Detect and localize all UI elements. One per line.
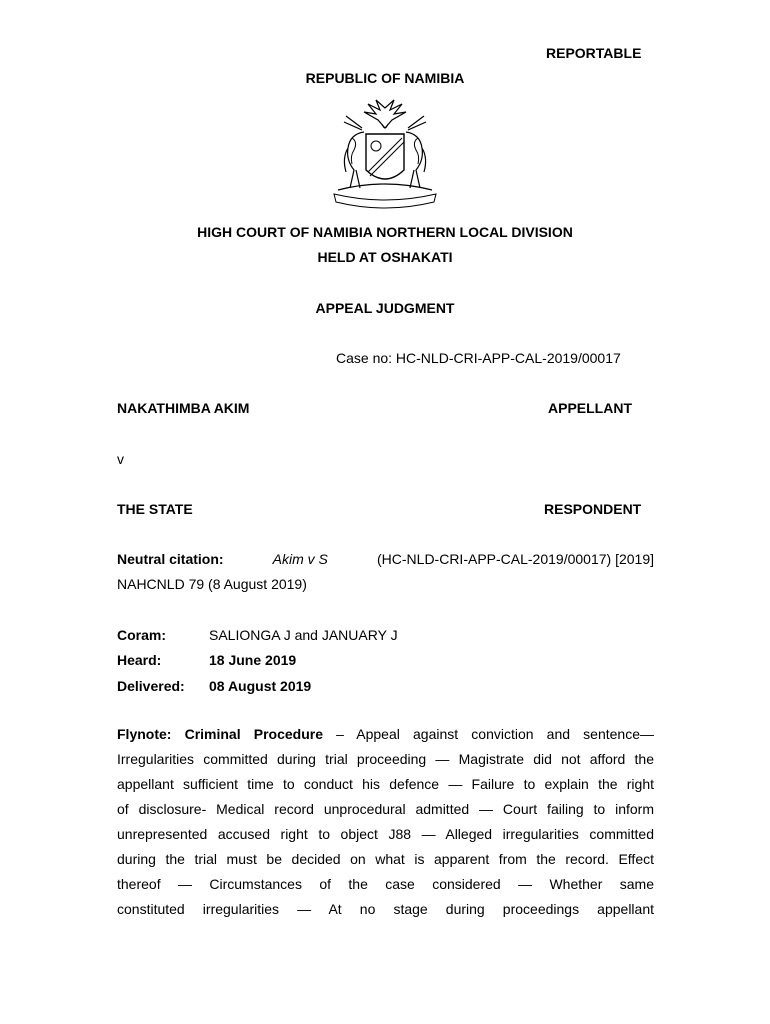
citation-line2: NAHCNLD 79 (8 August 2019)	[117, 576, 307, 592]
flynote-line: appellant sufficient time to conduct his defence — Failure to explain the right	[117, 776, 654, 792]
heard-label: Heard:	[117, 652, 162, 668]
citation-case-name: Akim v S	[272, 551, 328, 567]
court-seat: HELD AT OSHAKATI	[317, 249, 453, 265]
case-number: Case no: HC-NLD-CRI-APP-CAL-2019/00017	[336, 350, 621, 366]
versus: v	[117, 451, 124, 467]
coram-value: SALIONGA J and JANUARY J	[209, 627, 398, 643]
delivered-label: Delivered:	[117, 678, 185, 694]
flynote-paragraph	[117, 722, 654, 922]
flynote-line: Irregularities committed during trial proceeding — Magistrate did not afford the	[117, 751, 654, 767]
heard-value: 18 June 2019	[209, 652, 297, 668]
flynote-line: thereof — Circumstances of the case considered — Whether same	[117, 876, 654, 892]
flynote-line: during the trial must be decided on what is apparent from the record. Effect	[117, 851, 654, 867]
flynote-line: unrepresented accused right to object J88 — Alleged irregularities committed	[117, 826, 654, 842]
citation-reference: (HC-NLD-CRI-APP-CAL-2019/00017) [2019]	[377, 551, 654, 567]
flynote-line: Flynote: Criminal Procedure – Appeal against conviction and sentence—	[117, 726, 654, 742]
document-type: APPEAL JUDGMENT	[315, 300, 455, 316]
flynote-line: constituted irregularities — At no stage during proceedings appellant	[117, 901, 654, 917]
neutral-citation	[117, 550, 654, 568]
coram-label: Coram:	[117, 627, 167, 643]
citation-label: Neutral citation:	[117, 551, 224, 567]
appellant-name: NAKATHIMBA AKIM	[117, 400, 250, 416]
namibia-coat-of-arms-icon	[324, 98, 446, 216]
appellant-role: APPELLANT	[548, 400, 632, 416]
reportable-label: REPORTABLE	[546, 45, 642, 61]
republic-heading: REPUBLIC OF NAMIBIA	[305, 70, 465, 86]
flynote-line: of disclosure- Medical record unprocedural admitted — Court failing to inform	[117, 801, 654, 817]
respondent-name: THE STATE	[117, 501, 193, 517]
flynote-label: Flynote: Criminal Procedure	[117, 726, 323, 742]
respondent-role: RESPONDENT	[544, 501, 642, 517]
delivered-value: 08 August 2019	[209, 678, 312, 694]
court-name: HIGH COURT OF NAMIBIA NORTHERN LOCAL DIVISION	[197, 224, 573, 240]
